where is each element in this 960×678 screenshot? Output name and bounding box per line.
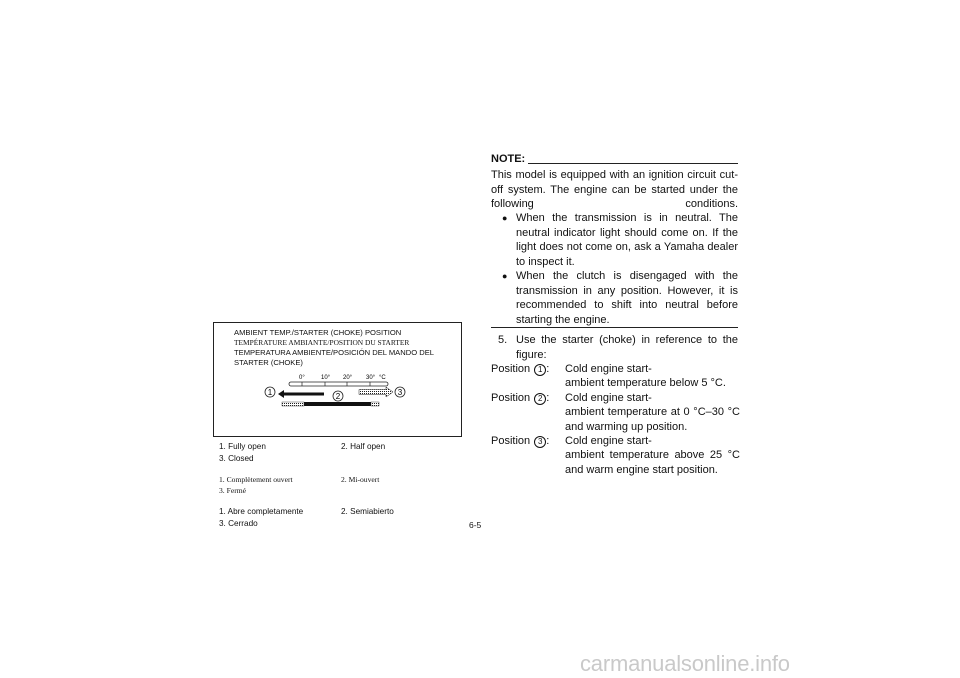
note-bullet: When the clutch is disengaged with the transmission in any position. However, it is recommended to shift into neutral before starting the engine. [516, 270, 738, 326]
svg-text:1: 1 [267, 388, 273, 397]
circled-number-3: 3 [534, 436, 546, 448]
scale-label: 0° [299, 375, 305, 381]
legend-item: 3. Cerrado [219, 519, 258, 528]
half-open-bar [304, 402, 371, 406]
position-line: Cold engine start- [565, 363, 652, 375]
legend-item: 2. Half open [341, 442, 386, 451]
scale-bar [289, 382, 388, 386]
position-label: Position 2 : [491, 392, 550, 404]
position-label: Position 1 : [491, 363, 550, 375]
svg-text:3: 3 [397, 388, 403, 397]
step-number: 5. [498, 334, 508, 346]
note-text: This model is equipped with an ignition circuit cut-off system. The engine can be started under the following conditions. [491, 169, 738, 210]
position-line: Cold engine start- [565, 392, 652, 404]
note-heading-rule [528, 163, 738, 164]
position-line: ambient temperature below 5 °C. [565, 377, 726, 389]
legend-item: 3. Fermé [219, 486, 246, 495]
note-bullet: When the transmission is in neutral. The neutral indicator light should come on. If the light does not come on, ask a Yamaha dealer to inspect it. [516, 212, 738, 268]
figure-caption-line: STARTER (CHOKE) [234, 358, 303, 367]
legend-item: 2. Semiabierto [341, 507, 394, 516]
circled-number-2: 2 [534, 393, 546, 405]
fully-open-arrow [278, 390, 324, 398]
page-number: 6-5 [469, 520, 482, 530]
circled-number-1: 1 [534, 364, 546, 376]
note-heading: NOTE: [491, 153, 526, 165]
bullet-icon: ● [502, 271, 508, 281]
scale-label: °C [379, 375, 386, 381]
scale-label: 30° [366, 375, 376, 381]
note-end-rule [491, 327, 738, 328]
legend-item: 3. Closed [219, 454, 254, 463]
position-label: Position 3 : [491, 435, 550, 447]
legend-item: 1. Abre completamente [219, 507, 304, 516]
closed-arrow [359, 387, 393, 397]
figure-caption-line: TEMPERATURA AMBIENTE/POSICIÓN DEL MANDO DEL [234, 348, 435, 357]
legend-item: 1. Fully open [219, 442, 266, 451]
legend-item: 1. Complètement ouvert [219, 475, 293, 484]
position-line: ambient temperature above 25 °C and warm engine start position. [565, 449, 740, 476]
position-line: ambient temperature at 0 °C–30 °C and warming up position. [565, 406, 740, 433]
step-text: Use the starter (choke) in reference to the figure: [516, 334, 738, 361]
choke-scale-diagram [214, 323, 461, 436]
legend-item: 2. Mi-ouvert [341, 475, 380, 484]
figure-caption-line: AMBIENT TEMP./STARTER (CHOKE) POSITION [234, 328, 402, 337]
scale-label: 10° [321, 375, 331, 381]
watermark: carmanualsonline.info [580, 651, 790, 676]
bullet-icon: ● [502, 213, 508, 223]
scale-label: 20° [343, 375, 353, 381]
svg-text:2: 2 [335, 392, 341, 401]
position-line: Cold engine start- [565, 435, 652, 447]
figure-caption-line: TEMPÉRATURE AMBIANTE/POSITION DU STARTER [234, 338, 410, 347]
